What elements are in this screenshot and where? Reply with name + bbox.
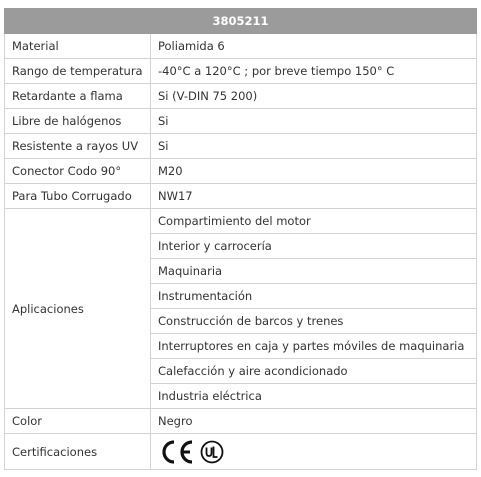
- spec-label-halogen-free: Libre de halógenos: [5, 109, 151, 134]
- application-item: Instrumentación: [151, 284, 477, 309]
- applications-label: Aplicaciones: [5, 209, 151, 409]
- spec-row: [5, 34, 477, 59]
- spec-label-material: Material: [5, 34, 151, 59]
- spec-row: [5, 84, 477, 109]
- spec-label-temperature: Rango de temperatura: [5, 59, 151, 84]
- spec-label-color: Color: [5, 409, 151, 434]
- header-row: [5, 9, 477, 34]
- spec-value-color: Negro: [151, 409, 477, 434]
- spec-value-elbow-connector: M20: [151, 159, 477, 184]
- spec-label-elbow-connector: Conector Codo 90°: [5, 159, 151, 184]
- application-item: Maquinaria: [151, 259, 477, 284]
- spec-label-uv-resistant: Resistente a rayos UV: [5, 134, 151, 159]
- spec-label-corrugated-tube: Para Tubo Corrugado: [5, 184, 151, 209]
- certifications-label: Certificaciones: [5, 434, 151, 470]
- product-code-header: 3805211: [5, 9, 477, 34]
- spec-value-halogen-free: Si: [151, 109, 477, 134]
- spec-row: [5, 109, 477, 134]
- certifications-row: [5, 434, 477, 470]
- application-item: Interior y carrocería: [151, 234, 477, 259]
- spec-row: [5, 134, 477, 159]
- spec-row: [5, 159, 477, 184]
- application-item: Compartimiento del motor: [151, 209, 477, 234]
- spec-value-corrugated-tube: NW17: [151, 184, 477, 209]
- application-item: Construcción de barcos y trenes: [151, 309, 477, 334]
- application-item: Calefacción y aire acondicionado: [151, 359, 477, 384]
- application-row: [5, 209, 477, 234]
- spec-row: [5, 184, 477, 209]
- application-item: Industria eléctrica: [151, 384, 477, 409]
- spec-value-uv-resistant: Si: [151, 134, 477, 159]
- spec-value-flame-retardant: Si (V-DIN 75 200): [151, 84, 477, 109]
- certification-icons: [158, 434, 476, 469]
- spec-row: [5, 409, 477, 434]
- application-item: Interruptores en caja y partes móviles de maquinaria: [151, 334, 477, 359]
- ul-listed-icon: [200, 440, 224, 464]
- spec-value-material: Poliamida 6: [151, 34, 477, 59]
- spec-value-temperature: -40°C a 120°C ; por breve tiempo 150° C: [151, 59, 477, 84]
- spec-label-flame-retardant: Retardante a flama: [5, 84, 151, 109]
- spec-table: [4, 8, 477, 470]
- certifications-value: [151, 434, 477, 470]
- spec-row: [5, 59, 477, 84]
- ce-mark-icon: [158, 438, 196, 466]
